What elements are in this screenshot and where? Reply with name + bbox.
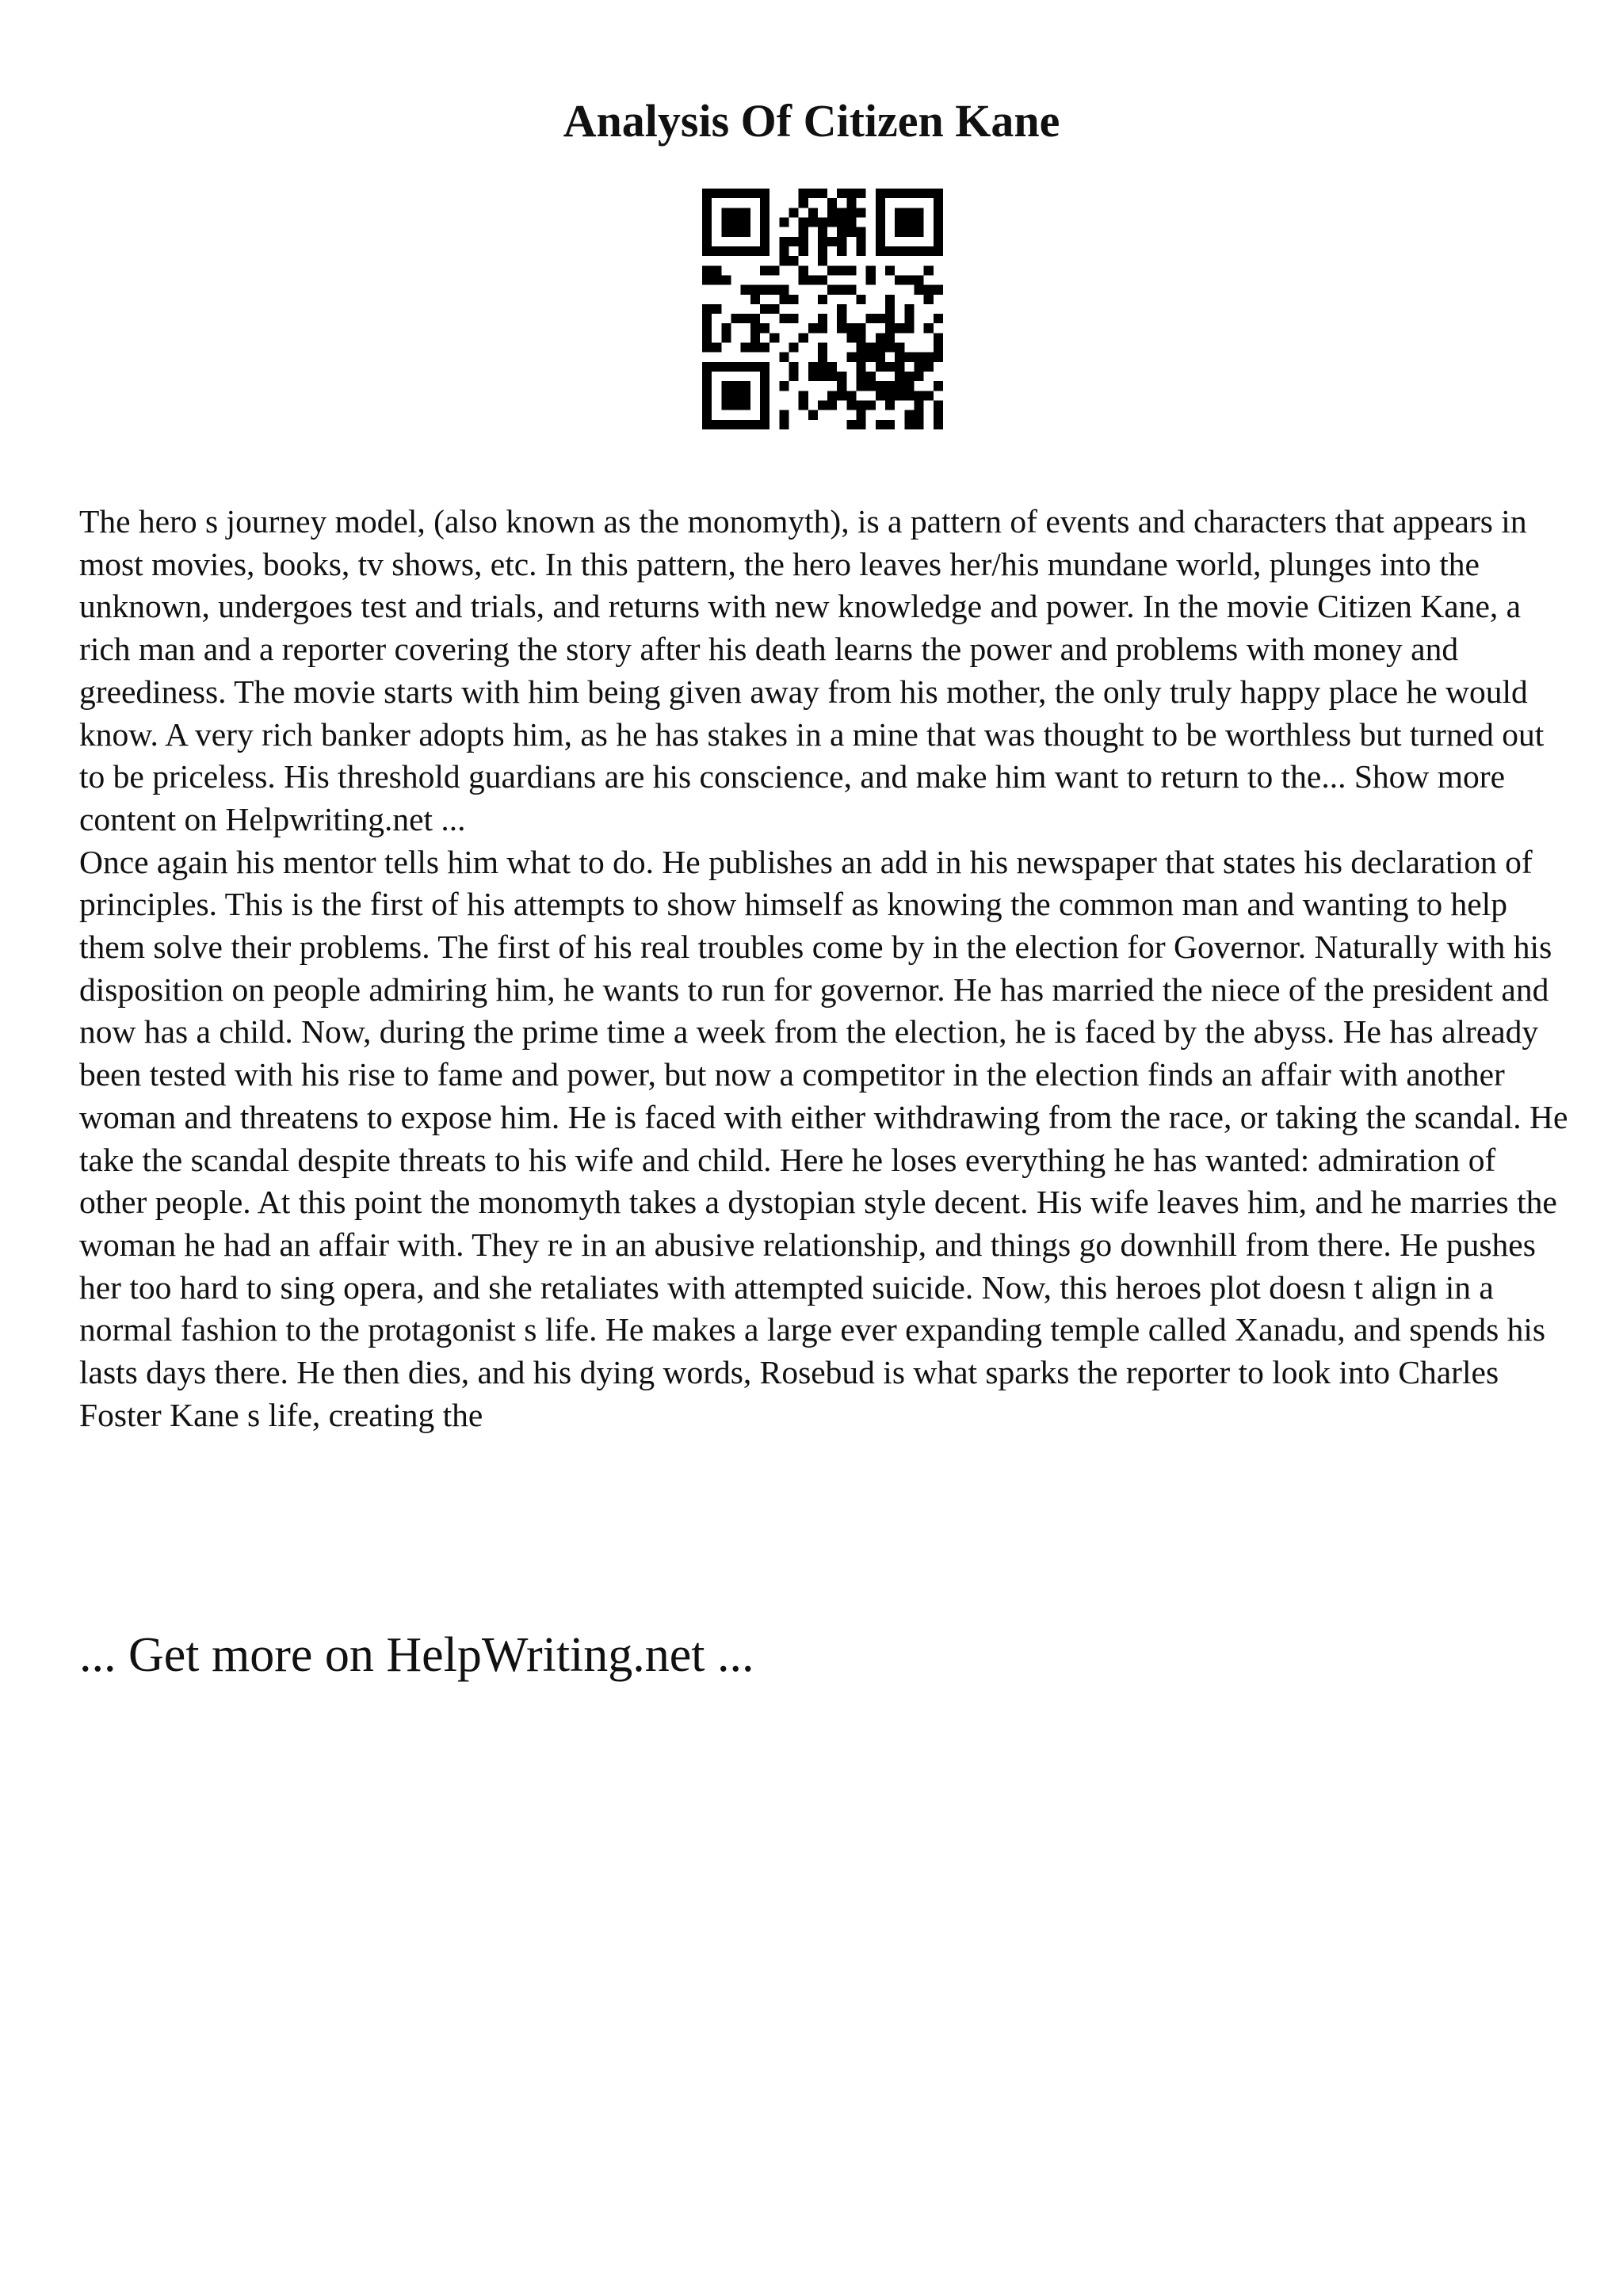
article-paragraph-2: Once again his mentor tells him what to do. He publishes an add in his newspaper that states his declaration of principles. This is the first of his attempts to show himself as knowing the common man and wanting to help them solve their problems. The first of his real troubles come by in the election for Governor. Naturally with his disposition on people admiring him, he wants to run for governor. He has married the niece of the president and now has a child. Now, during the prime time a week from the election, he is faced by the abyss. He has already been tested with his rise to fame and power, but now a competitor in the election finds an affair with another woman and threatens to expose him. He is faced with either withdrawing from the race, or taking the scandal. He take the scandal despite threats to his wife and child. Here he loses everything he has wanted: admiration of other people. At this point the monomyth takes a dystopian style decent. His wife leaves him, and he marries the woman he had an affair with. They re in an abusive relationship, and things go downhill from there. He pushes her too hard to sing opera, and she retaliates with attempted suicide. Now, this heroes plot doesn t align in a normal fashion to the protagonist s life. He makes a large ever expanding temple called Xanadu, and spends his lasts days there. He then dies, and his dying words, Rosebud is what sparks the reporter to look into Charles Foster Kane s life, creating the bbox=[79, 843, 1568, 1433]
qr-code-icon bbox=[702, 189, 943, 429]
qr-code-graphic bbox=[702, 189, 943, 429]
article-paragraph-1: The hero s journey model, (also known as the monomyth), is a pattern of events and characters that appears in most movies, books, tv shows, etc. In this pattern, the hero leaves her/his mundane world, plunges into the unknown, undergoes test and trials, and returns with new knowledge and power. In the movie Citizen Kane, a rich man and a reporter covering the story after his death learns the power and problems with money and greediness. The movie starts with him being given away from his mother, the only truly happy place he would know. A very rich banker adopts him, as he has stakes in a mine that was thought to be worthless but turned out to be priceless. His threshold guardians are his conscience, and make him want to return to the... Show more content on Helpwriting.net ... bbox=[79, 503, 1545, 837]
page-title: Analysis Of Citizen Kane bbox=[563, 95, 1060, 147]
get-more-link[interactable]: ... Get more on HelpWriting.net ... bbox=[79, 1628, 754, 1682]
article-body bbox=[79, 501, 1569, 1436]
